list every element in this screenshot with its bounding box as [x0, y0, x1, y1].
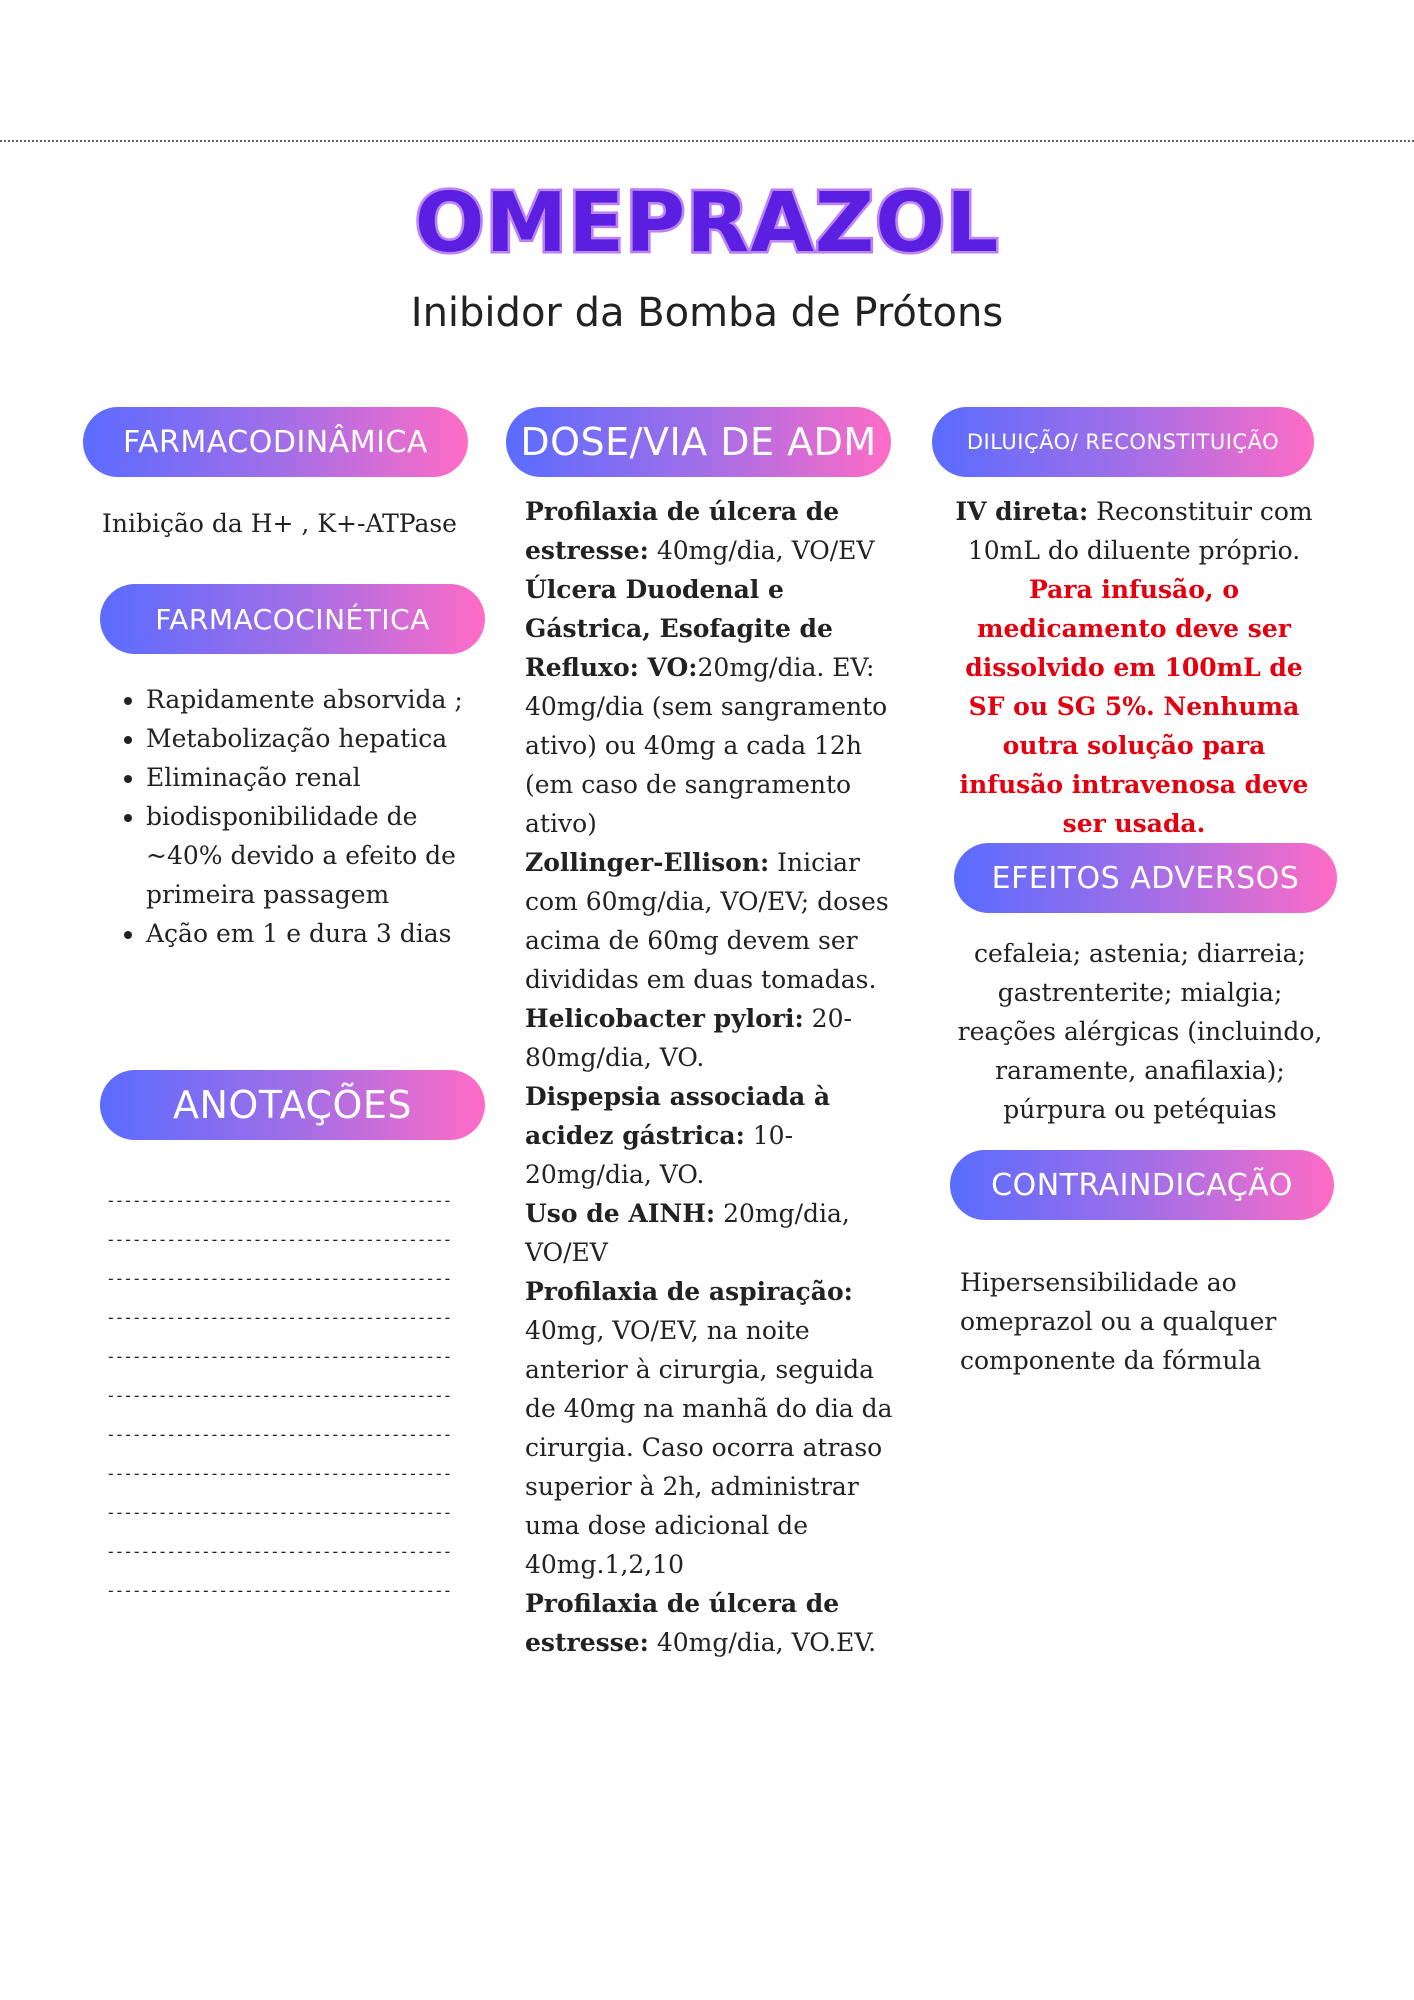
contraindicacao-header	[950, 1150, 1334, 1220]
dose-header	[506, 407, 891, 477]
dose-entry-body: 40mg/dia, VO/EV	[648, 536, 875, 565]
dose-entry-head: Dispepsia associada à acidez gástrica:	[525, 1082, 831, 1150]
farmacocinetica-label: FARMACOCINÉTICA	[155, 602, 430, 636]
anotacoes-lines	[106, 1181, 476, 1610]
dose-entry-body: 20-80mg/dia, VO.	[525, 1004, 852, 1072]
dose-entry-head: Helicobacter pylori:	[525, 1004, 804, 1033]
note-line: ----------------------------------------	[106, 1191, 452, 1210]
dose-entry-head: Profilaxia de aspiração:	[525, 1277, 853, 1306]
dose-entry-body: 10-20mg/dia, VO.	[525, 1121, 794, 1189]
farmacodinamica-label: FARMACODINÂMICA	[123, 424, 428, 460]
dose-entry-body: 20mg/dia. EV: 40mg/dia (sem sangramento ativo) ou 40mg a cada 12h (em caso de sangramento ativo)	[525, 653, 888, 838]
dose-entry-head: Úlcera Duodenal e Gástrica, Esofagite de Refluxo: VO:	[525, 575, 833, 682]
dose-entry-body: 40mg/dia, VO.EV.	[648, 1628, 877, 1657]
farmacocinetica-list	[104, 680, 480, 953]
note-line: ----------------------------------------	[106, 1464, 452, 1483]
top-dotted-divider	[0, 140, 1414, 142]
page-title: OMEPRAZOL	[414, 176, 1000, 271]
page-subtitle: Inibidor da Bomba de Prótons	[410, 290, 1004, 336]
anotacoes-label: ANOTAÇÕES	[173, 1083, 412, 1127]
contraindicacao-text: Hipersensibilidade ao omeprazol ou a qualquer componente da fórmula	[960, 1268, 1277, 1375]
dose-entry-body: 40mg, VO/EV, na noite anterior à cirurgia, seguida de 40mg na manhã do dia da cirurgia. Caso ocorra atraso superior à 2h, administrar uma dose adicional de 40mg.1,2,10	[525, 1316, 893, 1579]
farmacodinamica-header	[83, 407, 468, 477]
list-item: • Eliminação renal	[146, 758, 480, 797]
diluicao-body: Reconstituir com 10mL do diluente próprio.	[967, 497, 1313, 565]
diluicao-head: IV direta:	[955, 497, 1089, 526]
dose-entry-head: Uso de AINH:	[525, 1199, 716, 1228]
efeitos-header	[954, 843, 1337, 913]
note-line: ----------------------------------------	[106, 1347, 452, 1366]
dose-entry-head: Profilaxia de úlcera de estresse:	[525, 1589, 840, 1657]
dose-text	[525, 492, 900, 1662]
diluicao-label: DILUIÇÃO/ RECONSTITUIÇÃO	[966, 430, 1280, 454]
list-item: • Metabolização hepatica	[146, 719, 480, 758]
dose-entry-head: Profilaxia de úlcera de estresse:	[525, 497, 840, 565]
note-line: ----------------------------------------	[106, 1386, 452, 1405]
farmacocinetica-header	[100, 584, 485, 654]
dose-label: DOSE/VIA DE ADM	[520, 420, 877, 464]
dose-entry-body: 20mg/dia, VO/EV	[525, 1199, 850, 1267]
efeitos-text: cefaleia; astenia; diarreia; gastrenterite; mialgia; reações alérgicas (incluindo, raramente, anafilaxia); púrpura ou petéquias	[957, 939, 1323, 1124]
note-line: ----------------------------------------	[106, 1542, 452, 1561]
note-line: ----------------------------------------	[106, 1230, 452, 1249]
farmacodinamica-text: Inibição da H+ , K+-ATPase	[102, 509, 457, 538]
dose-entry-body: Iniciar com 60mg/dia, VO/EV; doses acima de 60mg devem ser divididas em duas tomadas.	[525, 848, 889, 994]
diluicao-warning: Para infusão, o medicamento deve ser dissolvido em 100mL de SF ou SG 5%. Nenhuma outra solução para infusão intravenosa deve ser usada.	[959, 575, 1309, 838]
note-line: ----------------------------------------	[106, 1581, 452, 1600]
diluicao-header	[932, 407, 1314, 477]
note-line: ----------------------------------------	[106, 1503, 452, 1522]
contraindicacao-label: CONTRAINDICAÇÃO	[991, 1167, 1293, 1203]
list-item: • Rapidamente absorvida ;	[146, 680, 480, 719]
efeitos-label: EFEITOS ADVERSOS	[991, 860, 1300, 896]
note-line: ----------------------------------------	[106, 1308, 452, 1327]
list-item: • biodisponibilidade de ~40% devido a efeito de primeira passagem	[146, 797, 480, 914]
list-item: • Ação em 1 e dura 3 dias	[146, 914, 480, 953]
note-line: ----------------------------------------	[106, 1425, 452, 1444]
diluicao-text	[948, 492, 1320, 843]
anotacoes-header	[100, 1070, 485, 1140]
note-line: ----------------------------------------	[106, 1269, 452, 1288]
dose-entry-head: Zollinger-Ellison:	[525, 848, 770, 877]
